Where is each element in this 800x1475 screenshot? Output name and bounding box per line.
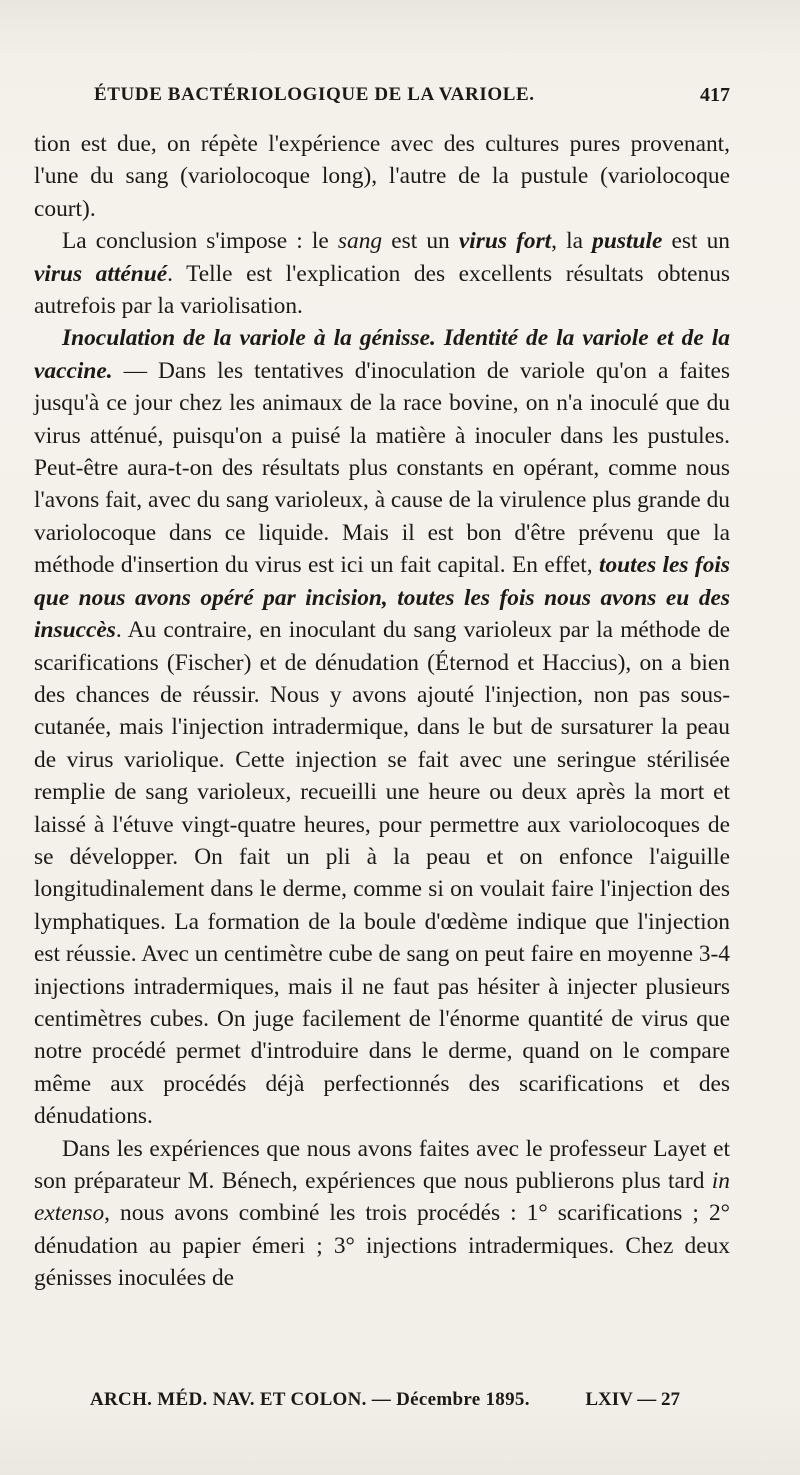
p2-text-a: La conclusion s'impose : le xyxy=(62,228,338,255)
p2-text-g: est un xyxy=(662,228,730,255)
page-header xyxy=(34,84,730,114)
p3-emphasis: toutes les fois que nous avons opéré par incision, toutes les fois nous avons eu des insuccès xyxy=(34,552,730,644)
p3-text-c: . Au contraire, en inoculant du sang varioleux par la méthode de scarifications (Fischer) et de dénudation (Éternod et Haccius), on a bien des chances de réussir. Nous y avons ajouté l'injection, non pas sous-cutanée, mais l'injection intradermique, dans le but de sursaturer la peau de virus variolique. Cette injection se fait avec une seringue stérilisée remplie de sang varioleux, recueilli une heure ou deux après la mort et laissé à l'étuve vingt-quatre heures, pour permettre aux variolocoques de se développer. On fait un pli à la peau et on enfonce l'aiguille longitudinalement dans le derme, comme si on voulait faire l'injection des lymphatiques. La formation de la boule d'œdème indique que l'injection est réussie. Avec un centimètre cube de sang on peut faire en moyenne 3-4 injections intradermiques, mais il ne faut pas hésiter à injecter plusieurs centimètres cubes. On juge facilement de l'énorme quantité de virus que notre procédé permet d'introduire dans le derme, quand on le compare même aux procédés déjà perfectionnés des scarifications et des dénudations. xyxy=(34,617,730,1130)
body-text xyxy=(34,128,730,1295)
section-heading: Inoculation de la variole à la génisse. Identité de la variole et de la vaccine. xyxy=(34,325,730,384)
page-footer xyxy=(90,1389,680,1417)
p2-sang: sang xyxy=(337,228,383,255)
paragraph-4 xyxy=(34,1133,730,1295)
p2-text-c: est un xyxy=(382,228,459,255)
p2-virus-fort: virus fort xyxy=(458,228,552,255)
p2-text-i: . Telle est l'explication des excellents résultats obtenus autrefois par la variolisation. xyxy=(34,260,730,320)
paragraph-2 xyxy=(34,225,730,322)
p4-text-a: Dans les expériences que nous avons faites avec le professeur Layet et son préparateur M. Bénech, expériences que nous publierons plus tard xyxy=(34,1135,730,1194)
paragraph-3 xyxy=(34,322,730,1132)
p4-text-c: , nous avons combiné les trois procédés : 1° scarifications ; 2° dénudation au papier émeri ; 3° injections intradermiques. Chez deux génisses inoculées de xyxy=(34,1200,730,1292)
p4-in-extenso: in extenso xyxy=(34,1168,730,1227)
p2-virus-attenue: virus atténué xyxy=(34,260,168,287)
p2-pustule: pustule xyxy=(592,228,663,255)
footer-journal: ARCH. MÉD. NAV. ET COLON. — Décembre 1895. xyxy=(90,1389,530,1410)
page-number: 417 xyxy=(700,84,730,106)
p2-text-e: , la xyxy=(551,228,593,255)
running-title: ÉTUDE BACTÉRIOLOGIQUE DE LA VARIOLE. xyxy=(94,84,535,105)
footer-signature: LXIV — 27 xyxy=(585,1389,680,1410)
paragraph-1: tion est due, on répète l'expérience avec des cultures pures provenant, l'une du sang (variolocoque long), l'autre de la pustule (variolocoque court). xyxy=(34,131,730,222)
p3-text-a: — Dans les tentatives d'inoculation de variole qu'on a faites jusqu'à ce jour chez les animaux de la race bovine, on n'a inoculé que du virus atténué, puisqu'on a puisé la matière à inoculer dans les pustules. Peut-être aura-t-on des résultats plus constants en opérant, comme nous l'avons fait, avec du sang varioleux, à cause de la virulence plus grande du variolocoque dans ce liquide. Mais il est bon d'être prévenu que la méthode d'insertion du virus est ici un fait capital. En effet, xyxy=(34,357,730,579)
